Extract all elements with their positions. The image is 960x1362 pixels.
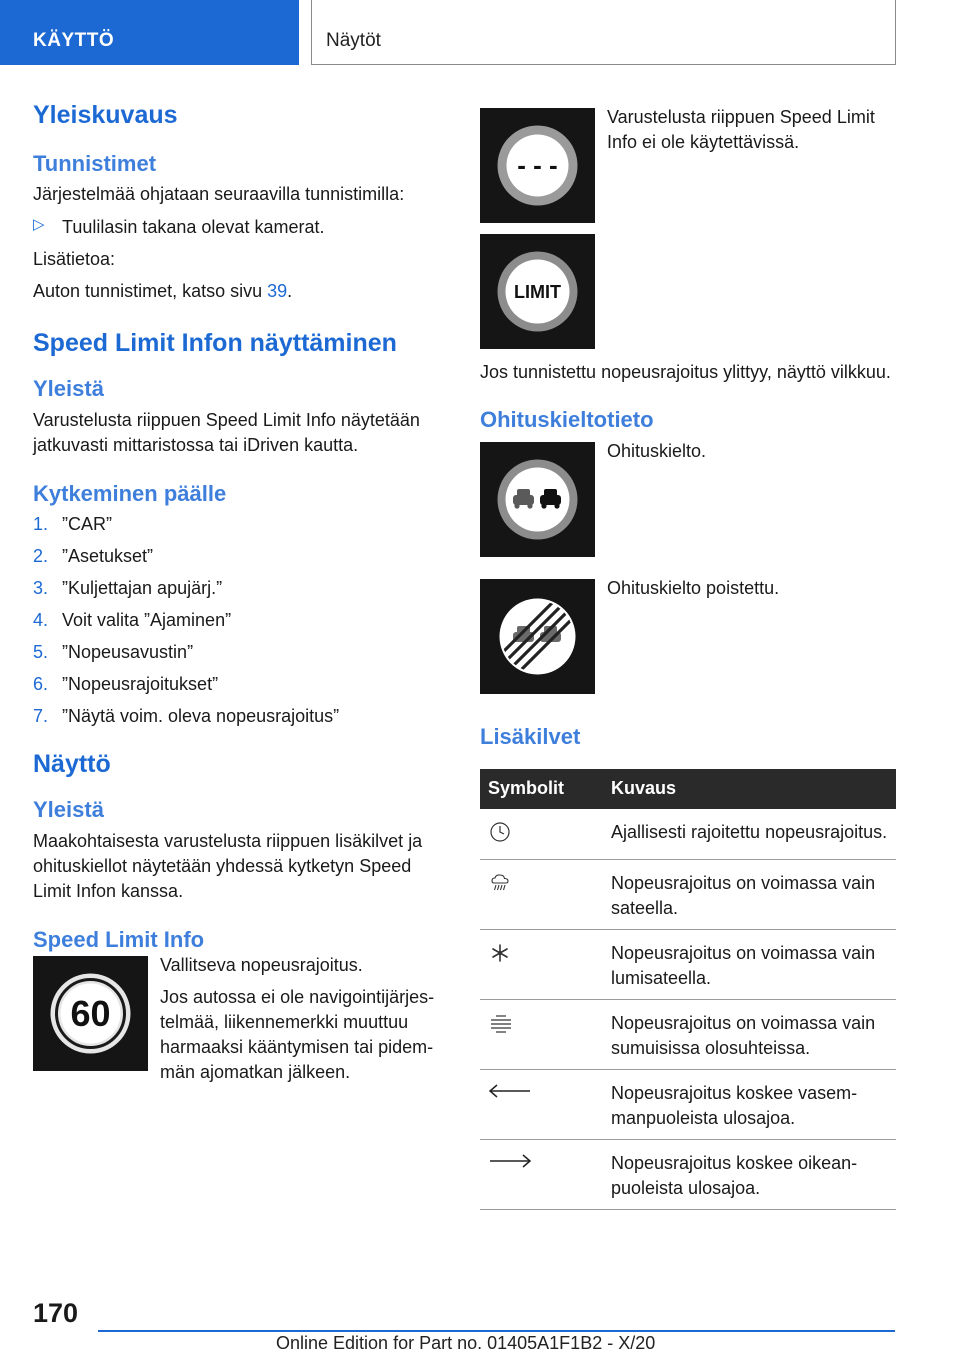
heading-switch-on: Kytkeminen päälle [33,480,227,506]
sign-60-description [148,956,448,1085]
heading-overview: Yleiskuvaus [33,101,178,129]
heading-sensors: Tunnistimet [33,151,157,176]
heading-overtaking: Ohituskieltotieto [480,407,654,432]
sensors-reference-text: Auton tunnistimet, katso sivu [33,281,268,302]
table-row [480,809,896,860]
general-1-text: Varustelusta riippuen Speed Limit Info näytetään jatkuvasti mittaristossa tai iDriven kautta. [33,409,420,455]
footer-divider [98,1330,895,1332]
row-description: Nopeusrajoitus koskee oikeanpuoleista ulosajoa. [607,1139,896,1209]
header-section-tab [0,0,299,65]
sensors-text: Järjestelmää ohjataan seuraavilla tunnistimilla: [33,184,405,205]
header-chapter-label: Näytöt [326,30,381,51]
table-row [480,1069,896,1139]
sensors-reference-end: . [287,281,293,302]
edition-text: Online Edition for Part no. 01405A1F1B2 - X/20 [276,1333,656,1353]
list-item: 1. ”CAR” [33,514,112,535]
more-info-label: Lisätietoa: [33,249,116,270]
speed-limit-60-sign [33,956,148,1071]
speed-sign-icon [33,956,148,1071]
heading-general-1: Yleistä [33,376,104,402]
column-header-description: Kuvaus [611,778,677,799]
table-row [480,929,896,999]
heading-general-2: Yleistä [33,797,104,823]
page-link-39[interactable]: 39 [267,281,288,302]
heading-display: Näyttö [33,750,111,779]
list-item: 6. ”Nopeusrajoitukset” [33,674,219,695]
sign-60-row [33,956,448,1085]
row-description: Nopeusrajoitus koskee vasemmanpuoleista ulosajoa. [607,1069,896,1139]
table-row [480,859,896,929]
overtaking-cancelled-sign [480,579,595,694]
list-item: 4. Voit valita ”Ajaminen” [33,610,232,631]
header-chapter-tab [311,0,896,65]
list-item: 2. ”Asetukset” [33,546,154,567]
no-overtaking-row [480,442,896,557]
sign-dashes-description [595,108,896,155]
sign-dashes-value: - - - [517,150,558,180]
steps-list [33,512,448,729]
speed-limit-unavailable-sign [480,108,595,223]
unavailable-sign-icon [480,108,595,223]
row-description: Nopeusrajoitus on voimassa vain sateella. [607,859,896,929]
sensors-reference [33,279,448,304]
sign-dashes-row [480,108,896,223]
right-column [480,100,896,1210]
no-overtaking-sign [480,442,595,557]
additional-signs-table [480,769,896,1210]
header-section-label: KÄYTTÖ [33,30,115,51]
table-row [480,1139,896,1209]
table-row [480,999,896,1069]
row-description: Ajallisesti rajoitettu nopeusrajoitus. [607,809,896,860]
overtaking-cancelled-description [595,579,779,601]
heading-additional-signs: Lisäkilvet [480,724,581,750]
sign-60-text-1: Vallitseva nopeusrajoitus. [160,954,363,975]
sign-limit-value: LIMIT [514,282,561,302]
row-description: Nopeusrajoitus on voimassa vain sumuisissa olosuhteissa. [607,999,896,1069]
overtaking-cancelled-text: Ohituskielto poistettu. [607,578,780,599]
row-description: Nopeusrajoitus on voimassa vain lumisateella. [607,929,896,999]
sign-60-value: 60 [70,992,111,1034]
list-item: 3. ”Kuljettajan apujärj.” [33,578,223,599]
arrow-right-icon [488,1151,532,1171]
no-overtaking-icon [480,442,595,557]
table-header-row [480,769,896,809]
fog-icon [488,1011,514,1035]
clock-icon [488,820,512,844]
arrow-left-icon [488,1081,532,1101]
heading-speed-limit-info: Speed Limit Info [33,926,205,952]
overtaking-cancelled-icon [480,579,595,694]
speed-limit-exceeded-sign [480,234,595,349]
limit-sign-icon [480,234,595,349]
limit-exceeded-text: Jos tunnistettu nopeusrajoitus ylittyy, näyttö vilkkuu. [480,362,891,382]
column-header-symbol: Symbolit [488,778,565,799]
no-overtaking-text: Ohituskielto. [607,441,707,462]
list-item: 7. ”Näytä voim. oleva nopeusrajoitus” [33,706,340,727]
general-2-text: Maakohtaisesta varustelusta riippuen lisäkilvet ja ohituskiellot näytetään yhdessä kytketyn Speed Limit Infon kanssa. [33,830,423,901]
left-column [33,100,448,1085]
sign-dashes-text: Varustelusta riippuen Speed Limit Info ei ole käytettävissä. [607,107,875,152]
no-overtaking-description [595,442,706,464]
list-item: 5. ”Nopeusavustin” [33,642,194,663]
heading-speed-limit-display: Speed Limit Infon näyttäminen [33,329,397,358]
sign-limit-row [480,234,896,349]
bullet-camera-text: Tuulilasin takana olevat kamerat. [62,217,325,238]
snowflake-icon [488,941,512,965]
sign-60-text-2: Jos autossa ei ole navigointijärjestelmää, liikennemerkki muuttuu harmaaksi kääntymisen tai pidemmän ajomatkan jälkeen. [160,986,435,1082]
rain-icon [488,871,512,895]
page-number: 170 [33,1298,79,1328]
bullet-marker: ▷ [33,216,45,234]
bullet-camera [33,215,448,240]
overtaking-cancelled-row [480,579,896,694]
